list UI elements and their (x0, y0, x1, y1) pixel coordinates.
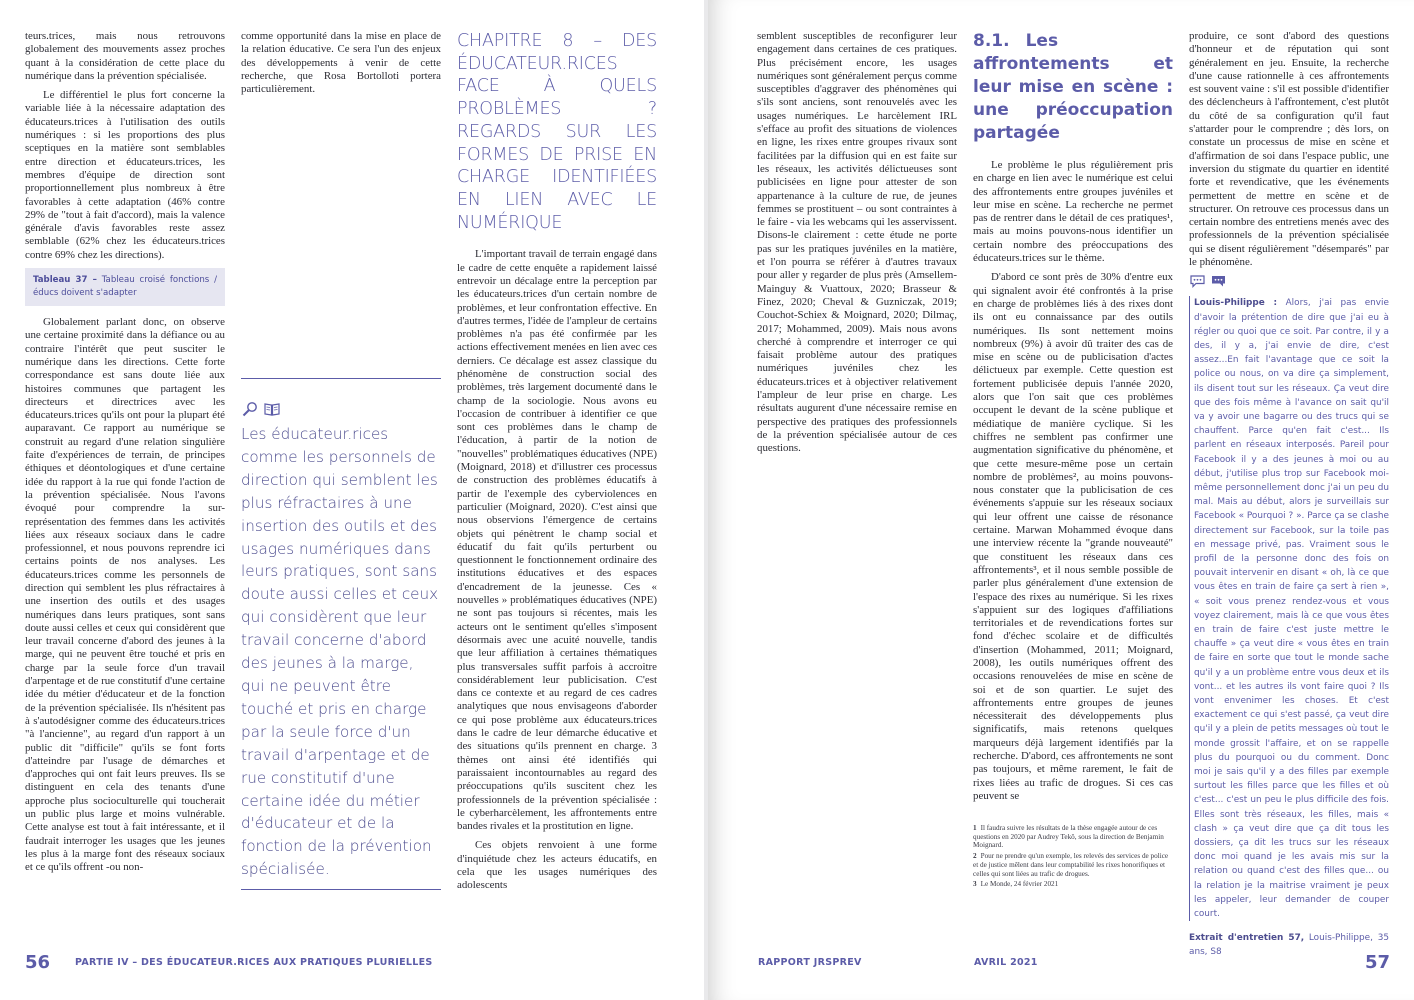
right-column-3 (1189, 30, 1389, 960)
paragraph: Ces objets renvoient à une forme d'inquiétude chez les acteurs éducatifs, en cela que les usages numériques des adolescents (457, 839, 657, 892)
report-date: AVRIL 2021 (974, 957, 1038, 968)
paragraph: produire, ce sont d'abord des questions d'honneur et de réputation qui sont généralement en jeu. Ensuite, la recherche d'une cause rationnelle à ces affrontements est souvent vaine : s'il est possible d'identifier des déclencheurs à l'affrontement, c'est plutôt du côté de sa configuration qu'il faut s'attarder pour le comprendre ; dès lors, on constate un processus de mise en scène et d'affirmation de soi dans l'espace public, une inversion du stigmate du quartier en identité forte et revendicative, que les événements permettent de mettre en scène et de structurer. On retrouve ces processus dans un certain nombre des entretiens menés avec des professionnels de la prévention spécialisée qui se disent régulièrement "désemparés" par le phénomène. (1189, 30, 1389, 269)
footnote (973, 880, 1173, 889)
paragraph: D'abord ce sont près de 30% d'entre eux qui signalent avoir été confrontés à la prise en charge de problèmes liés à des rixes dont ils ont eu connaissance par des outils numériques. Ils sont nettement moins nombreux (9%) à avoir dû traiter des cas de mise en scène ou de publicisation d'actes délictueux par exemple. Cette question est fortement publicisée depuis l'année 2020, alors que l'on sait que ces problèmes occupent le devant de la scène publique et médiatique de manière cyclique. Si les chiffres ne semblent pas confirmer une augmentation significative du phénomène, et que cette mesure-même pose un certain nombre de problèmes², au moins pouvons-nous constater que la publicisation de ces événements s'appuie sur les réseaux sociaux qui leur offrent une caisse de résonance certaine. Marwan Mohammed évoque dans une interview récente la "grande nouveauté" que constituent les réseaux dans ces affrontements³, et il nous semble possible de parler plus généralement d'une extension de l'espace des rixes au numérique. Si les rixes s'appuient sur des logiques d'affiliations territoriales et de revendications fortes sur fond d'échec scolaire et de difficultés d'insertion (Mohammed, 2011; Moignard, 2008), les outils numériques offrent des occasions renouvelées de mise en scène de soi et de son quartier. Le sujet des affrontements entre groupes de jeunes nécessiterait des développements plus significatifs, mais retenons quelques marqueurs déjà largement identifiés par la recherche. D'abord, ces affrontements ne sont pas toujours, et même rarement, le fait de rixes liées au trafic de drogues. Si ces cas peuvent se (973, 271, 1173, 802)
footnotes (973, 824, 1173, 891)
paragraph: Globalement parlant donc, on observe une certaine proximité dans la défiance ou au contraire l'intérêt que peut susciter le numérique dans les directions. Cette forte correspondance est sans doute liée aux histoires communes que partagent les directeurs et directrices avec les éducateurs.trices qu'ils ont pour la plupart été auparavant. Ce rapport au numérique se construit au regard d'une relation singulière faite d'expériences de terrain, de principes éthiques et déontologiques et d'une certaine idée du rapport à la rue qui fonde l'action de la prévention spécialisée. Nous l'avons évoqué pour comprendre la sur-représentation des femmes dans les activités liées aux réseaux sociaux dans le cadre professionnel, et nous pouvons reprendre ici certains points de nos analyses. Les éducateurs.trices comme les personnels de direction qui semblent les plus réfractaires à une insertion des outils et des usages numériques dans leurs pratiques, sont sans doute aussi celles et ceux qui considèrent que leur travail concerne d'abord des jeunes à la marge, qui ne peuvent être touché et pris en charge par la seule force d'un travail d'arpentage et de rue constitutif d'une certaine idée du métier d'éducateur et de la fonction de la prévention spécialisée. Ils n'hésitent pas à s'autodésigner comme des éducateurs.trices "à l'ancienne", au regard d'un rapport à un public dit "difficile" qu'ils se font forts d'atteindre par l'usage de démarches et d'approches qui ont fait leurs preuves. Ils se distinguent en cela des tenants d'une approche plus socioculturelle qui toucherait un public plus large et moins vulnérable. Cette analyse est tout à fait intéressante, et il faudrait interroger les usages que les jeunes les plus à la marge font des réseaux sociaux et ce qu'ils offrent -ou non- (25, 316, 225, 874)
interview-speaker: Louis-Philippe : (1194, 298, 1278, 309)
pull-quote (241, 378, 441, 890)
extract-info: Louis-Philippe, 35 ans, S8 (1189, 933, 1389, 958)
left-column-1 (25, 30, 225, 881)
paragraph: semblent susceptibles de reconfigurer leur engagement dans certaines de ces pratiques. Plus précisément encore, les usages numériques sont généralement perçus comme susceptibles d'aggraver des phénomènes qui s'ils sont anciens, sont renouvelés avec les usages numériques. Le harcèlement IRL s'efface au profit des situations de violences en ligne, les rixes entre groupes rivaux sont facilitées par la diffusion qui en est faite sur les réseaux, les activités délictueuses sont publicisées en ligne pour attester de son appartenance à la culture de rue, de jeunes femmes se prostituent – ou sont contraintes à le faire - via les webcams qui les asservissent. Disons-le clairement : cette étude ne porte pas sur les pratiques juvéniles en la matière, et l'on pourra se référer à d'autres travaux pour aller y regarder de plus près (Amsellem-Mainguy & Vuattoux, 2020; Brasseur & Finez, 2020; Cheval & Guzniczak, 2019; Couchot-Schiex & Moignard, 2020; Dilmaç, 2017; Mohammed, 2009). Mais nous avons cherché à comprendre et interroger ce qui faisait problème autour des pratiques numériques juvéniles chez les éducateurs.trices et à objectiver relativement l'ampleur de leur prise en charge. Les résultats augurent d'une nécessaire remise en perspective des pratiques des professionnels de la prévention spécialisée autour de ces questions. (757, 30, 957, 455)
footnote-number: 2 (973, 852, 977, 861)
interview-icons (1189, 275, 1389, 288)
right-column-1 (757, 30, 957, 462)
paragraph: teurs.trices, mais nous retrouvons globalement des mouvements assez proches quant à la considération de cette place du numérique dans la prévention spécialisée. (25, 30, 225, 82)
left-page (0, 0, 704, 1000)
footnote-text: Pour ne prendre qu'un exemple, les relevés des services de police et de justice mêlent dans leur comptabilité les rixes honorifiques et celles qui sont liées au trafic de drogues. (973, 852, 1169, 878)
table-caption[interactable] (25, 268, 225, 306)
footnote-number: 3 (973, 880, 977, 889)
footnote-text: Le Monde, 24 février 2021 (980, 880, 1059, 889)
left-page-number: 56 (25, 952, 51, 973)
paragraph: comme opportunité dans la mise en place de la relation éducative. Ce sera l'un des enjeux des développements à venir de cette recherche, que Rosa Bortolloti portera particulièrement. (241, 30, 441, 96)
paragraph: Le différentiel le plus fort concerne la variable liée à la nécessaire adaptation des éducateurs.trices à l'utilisation des outils numériques : si les proportions des plus sceptiques en la matière sont semblables entre direction et éducateurs.trices, les membres d'équipe de direction sont proportionnellement plus nombreux à être favorables à cette adaptation (46% contre 29% de "tout à fait d'accord), mais la valence générale d'avis favorables reste assez semblable (62% chez les éducateurs.trices contre 69% chez les directions). (25, 89, 225, 261)
right-page-number: 57 (1365, 952, 1391, 973)
section-title (973, 30, 1173, 145)
quote-icons (241, 401, 441, 417)
footnote-text: Il faudra suivre les résultats de la thèse engagée autour de ces questions en 2020 par Audrey Tekô, sous la direction de Benjamin Moignard. (973, 824, 1164, 850)
speech-bubble-outline-icon (1189, 275, 1206, 288)
footnote (973, 824, 1173, 850)
open-book-icon (263, 401, 281, 417)
left-running-title: PARTIE IV – DES ÉDUCATEUR.RICES AUX PRATIQUES PLURIELLES (75, 957, 433, 968)
left-column-3 (457, 30, 657, 899)
interview-reference (1189, 931, 1389, 959)
paragraph: L'important travail de terrain engagé dans le cadre de cette enquête a rapidement laissé entrevoir un décalage entre la perception par les éducateurs.trices d'un certain nombre de problèmes, et leur confrontation effective. En d'autres termes, l'idée de l'ampleur de certains problèmes n'a pas été confirmée par les actions effectivement menées en lien avec ces derniers. Ce décalage est assez classique du phénomène de construction social des problèmes, très largement documenté dans le champ de la sociologie. Nous avons eu l'occasion de contribuer à identifier ce que sont ces problèmes dans le champ de l'éducation, à partir de la notion de "nouvelles" problématiques éducatives (NPE) (Moignard, 2018) et d'illustrer ces processus de construction des problèmes éducatifs à partir de l'exemple des cyberviolences en particulier (Moignard, 2020). C'est ainsi que nous observions l'émergence de certains objets qui pénètrent le champ social et éducatif du fait qu'ils perturbent ou questionnent le fonctionnement ordinaire des institutions éducatives et des espaces d'encadrement de la jeunesse. Ces « nouvelles » problématiques éducatives (NPE) ne sont pas toujours si récentes, mais les acteurs ont le sentiment qu'elles s'imposent désormais avec une acuité nouvelle, tandis que leur affiliation à certaines thématiques plus transversales suffit parfois à accroitre considérablement leur publicisation. C'est dans ce contexte et au regard de ces cadres analytiques que nous envisageons d'aborder ce qui pose problème aux éducateurs.trices dans le cadre de leur démarche éducative et des situations qu'ils prennent en charge. 3 thèmes ont ainsi été identifiés qui paraissaient incontournables au regard des préoccupations qu'ils suscitent chez les professionnels de la prévention spécialisée : le cyberharcèlement, les affrontements entre bandes rivales et la prostitution en ligne. (457, 248, 657, 833)
pull-quote-text: Les éducateur.rices comme les personnels de direction qui semblent les plus réfractaires à une insertion des outils et des usages numériques dans leurs pratiques, sont sans doute aussi celles et ceux qui considèrent que leur travail concerne d'abord des jeunes à la marge, qui ne peuvent être touché et pris en charge par la seule force d'un travail d'arpentage et de rue constitutif d'une certaine idée du métier d'éducateur et de la fonction de la prévention spécialisée. (241, 425, 439, 879)
paragraph: Le problème le plus régulièrement pris en charge en lien avec le numérique est celui des affrontements entre groupes juvéniles et leur mise en scène. La recherche ne permet pas de rentrer dans le détail de ces pratiques¹, mais au moins pouvons-nous identifier un certain nombre des préoccupations des éducateurs.trices sur le thème. (973, 159, 1173, 265)
right-column-2 (973, 30, 1173, 809)
table-caption-text: Tableau croisé fonctions / éducs doivent s'adapter (33, 275, 217, 299)
magnifier-icon (241, 401, 259, 417)
interview-text: Alors, j'ai pas envie d'avoir la prétention de dire que j'ai eu à régler ou quoi que ce soit. Par contre, il y a des, il y a, j'ai envie de dire, c'est assez...En fait l'avantage que ce soit la police ou nous, on va dire ça simplement, ils disent tout sur les réseaux. Ça veut dire que des fois même à l'avance on sait qu'il va y avoir une bagarre ou des trucs qui se chauffent. Parce qu'en fait c'est... Ils parlent en réseaux interposés. Pareil pour Facebook il y a des jeunes à moi ou au début, j'utilise plus trop sur Facebook moi-même personnellement donc j'ai un peu du mal. Mais au début, alors je surveillais sur Facebook « Pourquoi ? ». Parce ça se clashe directement sur Facebook, sur la toile pas en message privé, pas. Vraiment sous le profil de la personne donc des fois on pouvait intervenir en disant « oh, là ce que vous êtes en train de faire ça sert à rien », « soit vous prenez rendez-vous et vous voyez clairement, mais là ce que vous êtes en train de faire c'est juste mettre le chauffe » ça veut dire « vous êtes en train de faire en sorte que tout le monde sache qu'il y a un problème entre vous deux et ils vont... et les autres ils vont faire quoi ? Ils vont envenimer les choses. Et c'est exactement ce qui s'est passé, ça veut dire qu'il y a plein de petits messages où tout le monde grossit l'affaire, et on se rappelle plus du pourquoi ou du comment. Donc moi je sais qu'il y a des filles par exemple surtout les filles parce que les filles et où c'est... c'est un peu le plus difficile des fois. Elles sont très réseaux, les filles, mais « clash » ça veut dire que ça dit tous les dossiers, ça dit les trucs sur les réseaux donc moi quand je les avais mis sur la relation ou quand c'est des filles que... ou la relation je la maitrise vraiment je peux les appeler, leur demander de couper court. (1194, 298, 1389, 920)
chapter-title: CHAPITRE 8 – DES ÉDUCATEUR.RICES FACE À QUELS PROBLÈMES ? REGARDS SUR LES FORMES DE PRISE EN CHARGE IDENTIFIÉES EN LIEN AVEC LE NUMÉRIQUE (457, 31, 657, 233)
speech-bubble-filled-icon (1210, 275, 1227, 288)
section-title-text: Les affrontements et leur mise en scène : une préoccupation partagée (973, 31, 1173, 143)
footnote-number: 1 (973, 824, 977, 832)
center-title: RAPPORT JRSPREV (758, 957, 862, 968)
interview-quote (1189, 296, 1389, 921)
table-caption-label: Tableau 37 – (33, 275, 97, 286)
extract-label: Extrait d'entretien 57, (1189, 933, 1305, 944)
section-number: 8.1. (973, 31, 1010, 51)
footnote (973, 852, 1173, 878)
left-column-2 (241, 30, 441, 102)
